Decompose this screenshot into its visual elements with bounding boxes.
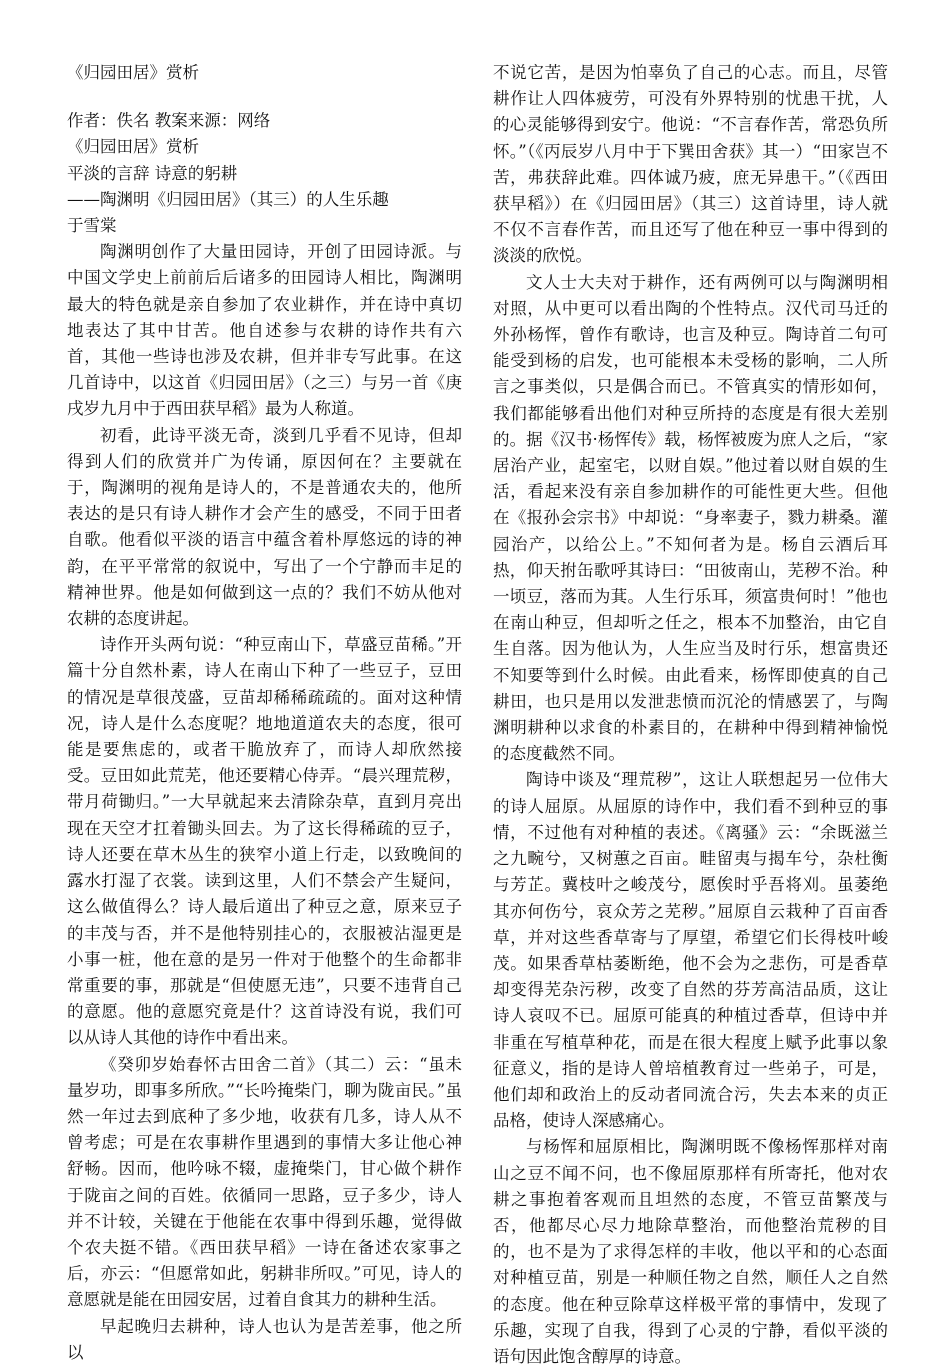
paragraph: 早起晚归去耕种，诗人也认为是苦差事，他之所以 xyxy=(67,1316,462,1362)
paragraph: 《癸卯岁始春怀古田舍二首》（其二）云：“虽未量岁功，即事多所欣。”“长吟掩柴门，聊为陇亩民。”虽然一年过去到底种了多少地，收获有几多，诗人从不曾考虑；可是在农事耕作里遇到的事情大多让他心神舒畅。因而，他吟咏不辍，虚掩柴门，甘心做个耕作于陇亩之间的百姓。依循同一思路，豆子多少，诗人并不计较，关键在于他能在农事中得到乐趣，觉得做个农夫挺不错。《西田获早稻》一诗在备述农家事之后，亦云：“但愿常如此，躬耕非所叹。”可见，诗人的意愿就是能在田园安居，过着自食其力的耕种生活。 xyxy=(67,1054,462,1310)
essay-subtitle-2: ——陶渊明《归园田居》（其三）的人生乐趣 xyxy=(67,189,389,209)
paragraph-continued: 不说它苦，是因为怕辜负了自己的心志。而且，尽管耕作让人四体疲劳，可没有外界特别的忧患干扰，人的心灵能够得到安宁。他说：“不言春作苦，常恐负所怀。”（《丙辰岁八月中于下巽田舍获》其一）“田家岂不苦，弗获辞此难。四体诚乃疲，庶无异患干。”（《西田获早稻》）在《归园田居》（其三）这首诗里，诗人就不仅不言春作苦，而且还写了他在种豆一事中得到的淡淡的欣悦。 xyxy=(493,63,888,266)
author-source-line: 作者：佚名 教案来源：网络 xyxy=(67,111,271,131)
paragraph: 与杨恽和屈原相比，陶渊明既不像杨恽那样对南山之豆不闻不问，也不像屈原那样有所寄托，他对农耕之事抱着客观而且坦然的态度，不管豆苗繁茂与否，他都尽心尽力地除草整治，而他整治荒秽的目的，也不是为了求得怎样的丰收，他以平和的心态面对种植豆苗，别是一种顺任物之自然，顺任人之自然的态度。他在种豆除草这样极平常的事情中，发现了乐趣，实现了自我，得到了心灵的宁静，看似平淡的语句因此饱含醇厚的诗意。 xyxy=(493,1137,888,1366)
paragraph: 文人士大夫对于耕作，还有两例可以与陶渊明相对照，从中更可以看出陶的个性特点。汉代司马迁的外孙杨恽，曾作有歌诗，也言及种豆。陶诗首二句可能受到杨的启发，也可能根本未受杨的影响，二人所言之事类似，只是偶合而已。不管真实的情形如何，我们都能够看出他们对种豆所持的态度是有很大差别的。据《汉书·杨恽传》载，杨恽被废为庶人之后，“家居治产业，起室宅，以财自娱。”他过着以财自娱的生活，看起来没有亲自参加耕作的可能性更大些。但他在《报孙会宗书》中却说：“身率妻子，戮力耕桑。灌园治产，以给公上。”不知何者为是。杨自云酒后耳热，仰天拊缶歌呼其诗曰：“田彼南山，芜秽不治。种一顷豆，落而为萁。人生行乐耳，须富贵何时！”他也在南山种豆，但却听之任之，根本不加整治，由它自生自落。因为他认为，人生应当及时行乐，想富贵还不知要等到什么时候。由此看来，杨恽即使真的自己耕田，也只是用以发泄悲愤而沉沦的情感罢了，与陶渊明耕种以求食的朴素目的，在耕种中得到精神愉悦的态度截然不同。 xyxy=(493,272,888,764)
paragraph: 陶诗中谈及“理荒秽”，这让人联想起另一位伟大的诗人屈原。从屈原的诗作中，我们看不到种豆的事情，不过他有对种植的表述。《离骚》云：“余既滋兰之九畹兮，又树蕙之百亩。畦留夷与揭车兮，杂杜衡与芳芷。冀枝叶之峻茂兮，愿俟时乎吾将刈。虽萎绝其亦何伤兮，哀众芳之芜秽。”屈原自云栽种了百亩香草，并对这些香草寄与了厚望，希望它们长得枝叶峻茂。如果香草枯萎断绝，他不会为之悲伤，可是香草却变得芜杂污秽，改变了自然的芬芳高洁品质，这让诗人哀叹不已。屈原可能真的种植过香草，但诗中并非重在写植草种花，而是在很大程度上赋予此事以象征意义，指的是诗人曾培植教育过一些弟子，可是，他们却和政治上的反动者同流合污，失去本来的贞正品格，使诗人深感痛心。 xyxy=(493,770,888,1131)
essay-subtitle: 平淡的言辞 诗意的躬耕 xyxy=(67,163,238,183)
paragraph: 陶渊明创作了大量田园诗，开创了田园诗派。与中国文学史上前前后后诸多的田园诗人相比，陶渊明最大的特色就是亲自参加了农业耕作，并在诗中真切地表达了其中甘苦。他自述参与农耕的诗作共有六首，其他一些诗也涉及农耕，但并非专写此事。在这几首诗中，以这首《归园田居》（之三）与另一首《庚戌岁九月中于西田获早稻》最为人称道。 xyxy=(67,242,462,419)
essay-author: 于雪棠 xyxy=(67,216,117,236)
left-column xyxy=(67,60,462,1366)
title-spacer xyxy=(67,86,462,108)
right-column xyxy=(493,60,888,1370)
paragraph: 初看，此诗平淡无奇，淡到几乎看不见诗，但却得到人们的欣赏并广为传诵，原因何在？主要就在于，陶渊明的视角是诗人的，不是普通农夫的，他所表达的是只有诗人耕作才会产生的感受，不同于田者自歌。他看似平淡的语言中蕴含着朴厚悠远的诗的神韵，在平平常常的叙说中，写出了一个宁静而丰足的精神世界。他是如何做到这一点的？我们不妨从他对农耕的态度讲起。 xyxy=(67,425,462,629)
repeat-title: 《归园田居》赏析 xyxy=(67,137,199,157)
paragraph: 诗作开头两句说：“种豆南山下，草盛豆苗稀。”开篇十分自然朴素，诗人在南山下种了一些豆子，豆田的情况是草很茂盛，豆苗却稀稀疏疏的。面对这种情况，诗人是什么态度呢？地地道道农夫的态度，很可能是要焦虑的，或者干脆放弃了，而诗人却欣然接受。豆田如此荒芜，他还要精心侍弄。“晨兴理荒秽，带月荷锄归。”一大早就起来去清除杂草，直到月亮出现在天空才扛着锄头回去。为了这长得稀疏的豆子，诗人还要在草木丛生的狭窄小道上行走，以致晚间的露水打湿了衣裳。读到这里，人们不禁会产生疑问，这么做值得么？诗人最后道出了种豆之意，原来豆子的丰茂与否，并不是他特别挂心的，衣服被沾湿更是小事一桩，他在意的是另一件对于他整个的生命都非常重要的事，那就是“但使愿无违”，只要不违背自己的意愿。他的意愿究竟是什？这首诗没有说，我们可以从诗人其他的诗作中看出来。 xyxy=(67,635,462,1048)
document-title: 《归园田居》赏析 xyxy=(67,63,199,82)
